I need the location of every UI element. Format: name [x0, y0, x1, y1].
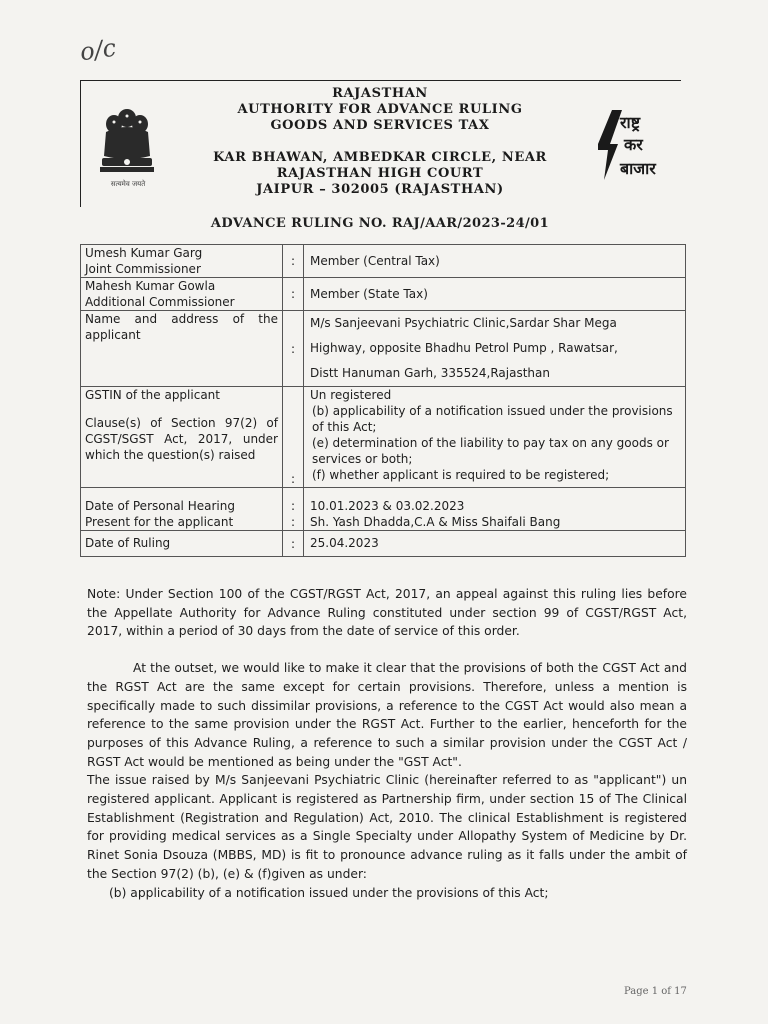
- header-address-2: RAJASTHAN HIGH COURT: [276, 166, 484, 181]
- applicant-line-1: M/s Sanjeevani Psychiatric Clinic,Sardar Shar Mega: [310, 316, 617, 330]
- gstin-value: Un registered: [310, 388, 392, 402]
- applicant-label: Name and address of the applicant: [81, 311, 283, 387]
- table-row: [81, 531, 686, 557]
- member2-role: Member (State Tax): [304, 278, 686, 311]
- ruling-number: ADVANCE RULING NO. RAJ/AAR/2023-24/01: [210, 216, 550, 231]
- hearing-value: 10.01.2023 & 03.02.2023: [310, 499, 465, 513]
- header-state: RAJASTHAN: [332, 86, 428, 101]
- colon: :: [283, 245, 304, 278]
- member1-role: Member (Central Tax): [304, 245, 686, 278]
- rashtra-kar-bazaar-logo: [592, 104, 672, 186]
- member2-cell: [81, 278, 283, 311]
- colon-pair: [283, 488, 304, 531]
- table-row: [81, 245, 686, 278]
- appeal-note: Note: Under Section 100 of the CGST/RGST Act, 2017, an appeal against this ruling lies before the Appellate Authority for Advance Ruling constituted under section 99 of CGST/RGST Act, 2017, within a period of 30 days from the date of service of this order.: [87, 587, 687, 639]
- ruling-body: [87, 585, 687, 902]
- gstin-label: [81, 387, 283, 488]
- clause-e: (e) determination of the liability to pay tax on any goods or services or both;: [312, 436, 669, 466]
- member2-name: Mahesh Kumar Gowla: [85, 279, 216, 293]
- applicant-line-2: Highway, opposite Bhadhu Petrol Pump , Rawatsar,: [310, 341, 618, 355]
- paragraph-outset: At the outset, we would like to make it clear that the provisions of both the CGST Act and the RGST Act are the same except for certain provisions. Therefore, unless a mention is specifically made to such dissimilar provisions, a reference to the CGST Act would also mean a reference to the same provision under the RGST Act. Further to the earlier, henceforth for the purposes of this Advance Ruling, a reference to such a similar provision under the CGST Act / RGST Act would be mentioned as being under the "GST Act".: [87, 661, 687, 769]
- header-address-3: JAIPUR – 302005 (RAJASTHAN): [256, 182, 504, 197]
- colon: :: [283, 278, 304, 311]
- hearing-present-values: [304, 488, 686, 531]
- colon: :: [290, 515, 296, 529]
- header-department: GOODS AND SERVICES TAX: [270, 118, 490, 133]
- colon-clause: :: [290, 472, 296, 486]
- member1-cell: [81, 245, 283, 278]
- logo-text-3: बाजार: [620, 159, 656, 178]
- ruling-date-label: Date of Ruling: [81, 531, 283, 557]
- present-value: Sh. Yash Dhadda,C.A & Miss Shaifali Bang: [310, 515, 561, 529]
- colon: :: [283, 311, 304, 387]
- member1-title: Joint Commissioner: [85, 262, 201, 276]
- header-address-1: KAR BHAWAN, AMBEDKAR CIRCLE, NEAR: [213, 150, 547, 165]
- clause-b-item: (b) applicability of a notification issued under the provisions of this Act;: [109, 885, 549, 900]
- member1-name: Umesh Kumar Garg: [85, 246, 203, 260]
- colon: :: [283, 531, 304, 557]
- handwritten-note: o/c: [78, 33, 118, 67]
- applicant-line-3: Distt Hanuman Garh, 335524,Rajasthan: [310, 366, 550, 380]
- ruling-details-table: [80, 244, 686, 557]
- table-row: [81, 387, 686, 488]
- gstin-clause-values: [304, 387, 686, 488]
- clause-label: Clause(s) of Section 97(2) of CGST/SGST Act, 2017, under which the question(s) raised: [85, 416, 278, 462]
- present-label: Present for the applicant: [85, 515, 234, 529]
- paragraph-issue: The issue raised by M/s Sanjeevani Psychiatric Clinic (hereinafter referred to as "applicant") un registered applicant. Applicant is registered as Partnership firm, under section 15 of The Clinical Establishment (Registration and Regulation) Act, 2010. The clinical Establishment is registered for providing medical services as a Single Specialty under Allopathy System of Medicine by Dr. Rinet Sonia Dsouza (MBBS, MD) is fit to pronounce advance ruling as it falls under the ambit of the Section 97(2) (b), (e) & (f)given as under:: [87, 773, 687, 881]
- ruling-date-value: 25.04.2023: [304, 531, 686, 557]
- table-row: [81, 278, 686, 311]
- applicant-address: [304, 311, 686, 387]
- hearing-label: Date of Personal Hearing: [85, 499, 235, 513]
- table-row: [81, 488, 686, 531]
- colon: :: [290, 499, 296, 513]
- logo-text-2: कर: [624, 135, 643, 154]
- header-authority: AUTHORITY FOR ADVANCE RULING: [237, 102, 523, 117]
- clause-b: (b) applicability of a notification issued under the provisions of this Act;: [312, 404, 673, 434]
- member2-title: Additional Commissioner: [85, 295, 235, 309]
- gstin-label-text: GSTIN of the applicant: [85, 388, 220, 402]
- logo-text-1: राष्ट्र: [620, 113, 641, 132]
- emblem-motto: सत्यमेव जयते: [110, 180, 146, 188]
- page-number: Page 1 of 17: [624, 986, 687, 997]
- hearing-present-labels: [81, 488, 283, 531]
- table-row: [81, 311, 686, 387]
- colon: [283, 387, 304, 488]
- clause-f: (f) whether applicant is required to be registered;: [312, 468, 610, 482]
